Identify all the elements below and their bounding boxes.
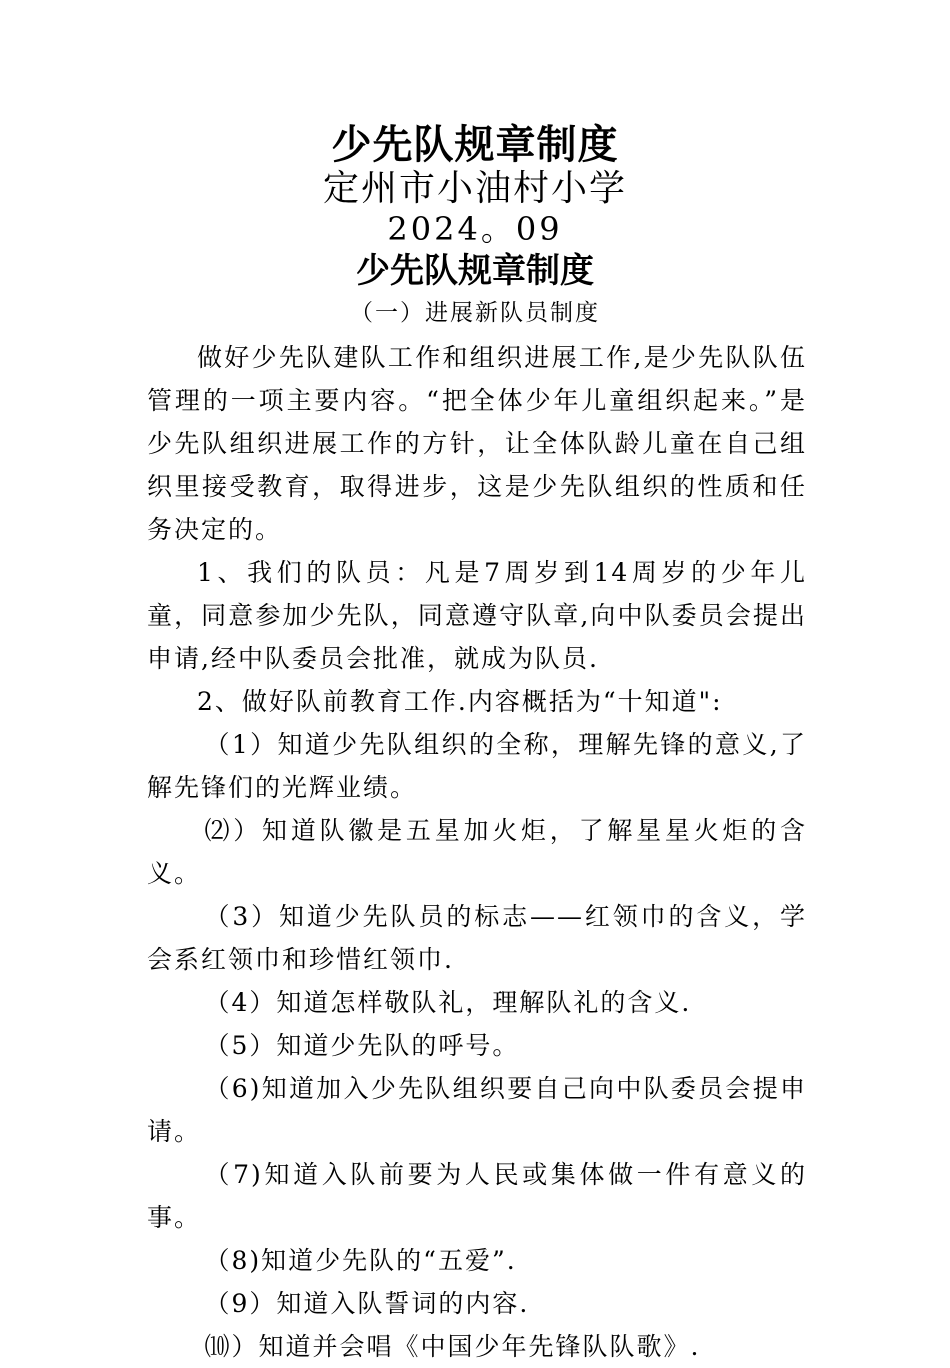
list-item: （8)知道少先队的“五爱”. <box>204 1246 517 1275</box>
list-item: （3）知道少先队员的标志——红领巾的含义，学会系红领巾和珍惜红领巾. <box>147 902 807 974</box>
section-heading: （一）进展新队员制度 <box>350 300 600 326</box>
list-item: （1）知道少先队组织的全称，理解先锋的意义,了解先锋们的光辉业绩。 <box>147 730 807 802</box>
members-paragraph: 1、我们的队员：凡是7周岁到14周岁的少年儿童，同意参加少先队，同意遵守队章,向中队委员会提出申请,经中队委员会批准，就成为队员. <box>147 558 807 673</box>
document-subtitle: 少先队规章制度 <box>356 251 594 291</box>
school-name: 定州市小油村小学 <box>322 168 627 209</box>
list-item: （7)知道入队前要为人民或集体做一件有意义的事。 <box>147 1160 807 1232</box>
document-title: 少先队规章制度 <box>331 121 619 168</box>
list-item: （5）知道少先队的呼号。 <box>204 1031 520 1060</box>
document-body <box>147 336 807 1368</box>
document-date: 2024。09 <box>387 210 563 248</box>
education-paragraph: 2、做好队前教育工作.内容概括为“十知道": <box>197 687 723 716</box>
list-item: （6)知道加入少先队组织要自己向中队委员会提申请。 <box>147 1074 807 1146</box>
intro-paragraph: 做好少先队建队工作和组织进展工作,是少先队队伍管理的一项主要内容。“把全体少年儿童组织起来。”是少先队组织进展工作的方针，让全体队龄儿童在自己组织里接受教育，取得进步，这是少先队组织的性质和任务决定的。 <box>147 343 807 544</box>
list-item: （9）知道入队誓词的内容. <box>204 1289 530 1318</box>
list-item: ⑽）知道并会唱《中国少年先锋队队歌》. <box>204 1332 701 1361</box>
list-item: ⑵）知道队徽是五星加火炬，了解星星火炬的含义。 <box>147 816 807 888</box>
list-item: （4）知道怎样敬队礼，理解队礼的含义. <box>204 988 692 1017</box>
